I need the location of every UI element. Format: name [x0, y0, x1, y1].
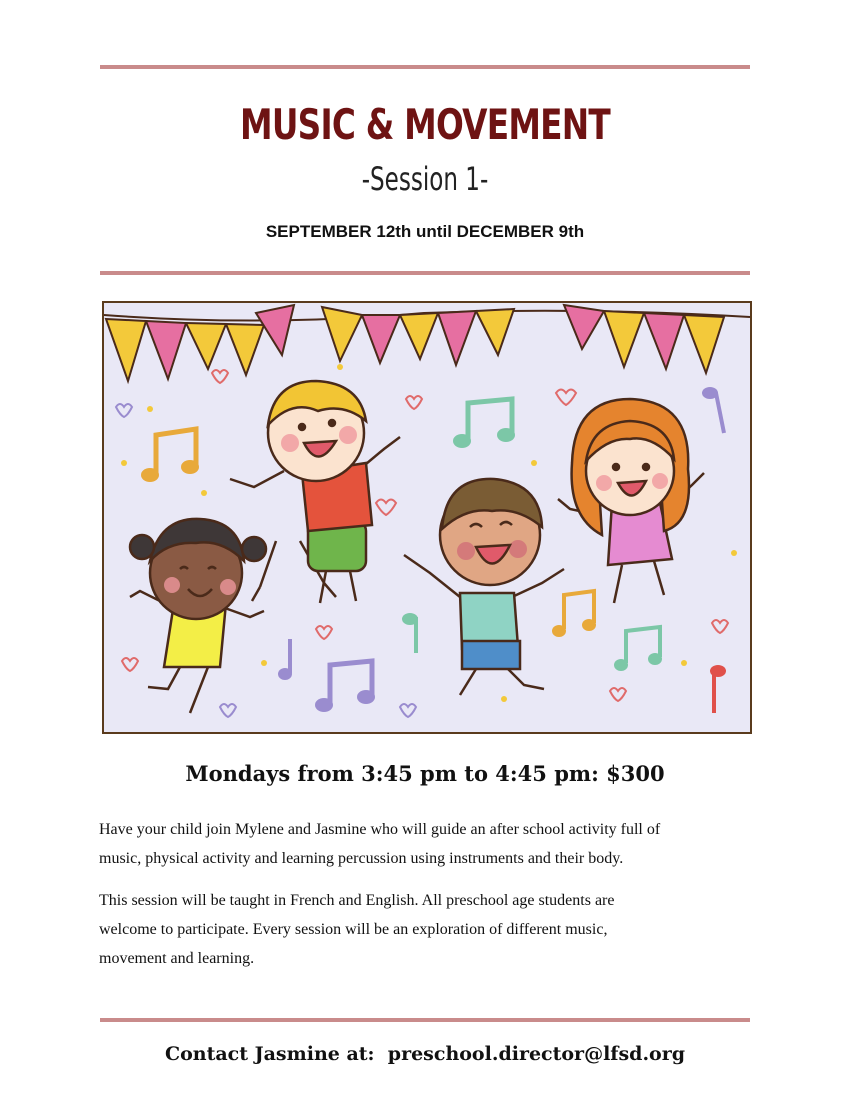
page-title: MUSIC & MOVEMENT [240, 100, 610, 149]
bunting-flags [106, 305, 724, 381]
top-divider [100, 65, 750, 69]
paragraph-line: Have your child join Mylene and Jasmine who will guide an after school activity full of [99, 821, 661, 838]
session-subtitle: -Session 1- [361, 160, 489, 198]
brown-hair-boy [404, 479, 564, 695]
schedule-and-price: Mondays from 3:45 pm to 4:45 pm: $300 [185, 761, 665, 786]
paragraph-line: welcome to participate. Every session will be an exploration of different music, [99, 921, 608, 938]
orange-hair-girl [558, 399, 704, 603]
paragraph-line: This session will be taught in French and English. All preschool age students are [99, 892, 615, 909]
description-paragraph-2 [99, 886, 749, 973]
footer-divider [100, 1018, 750, 1022]
description-paragraph-1 [99, 815, 749, 873]
contact-email[interactable]: preschool.director@lfsd.org [387, 1043, 686, 1065]
contact-label: Contact Jasmine at: [164, 1043, 375, 1065]
header-divider [100, 271, 750, 275]
paragraph-line: movement and learning. [99, 950, 255, 967]
contact-line [0, 1043, 850, 1065]
session-dates: SEPTEMBER 12th until DECEMBER 9th [265, 222, 585, 241]
kids-dancing-illustration [102, 301, 752, 734]
paragraph-line: music, physical activity and learning percussion using instruments and their body. [99, 850, 624, 867]
dark-hair-girl [130, 519, 266, 713]
blond-boy [230, 381, 400, 603]
illustration-svg [104, 303, 750, 732]
